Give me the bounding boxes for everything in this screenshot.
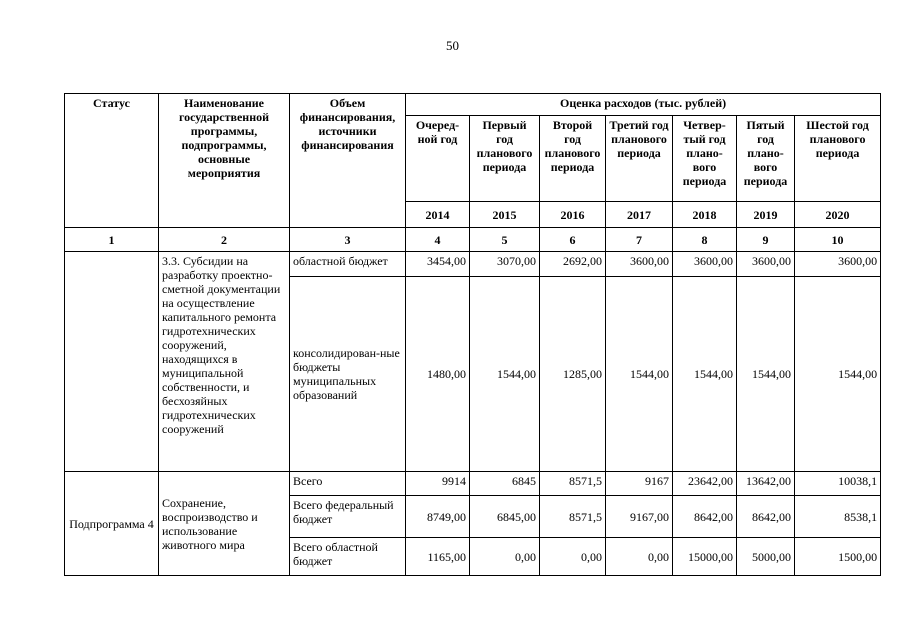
value-cell: 23642,00 — [673, 472, 737, 496]
source-cell: Всего — [290, 472, 406, 496]
value-cell: 9914 — [406, 472, 470, 496]
measure-name-cell: 3.3. Субсидии на разработку проектно-сметной документации на осуществление капитального ремонта гидротехнических сооружений, находящихся в муниципальной собственности, и бесхозяйных гидротехнических сооружений — [159, 252, 290, 472]
header-program-name: Наименование государственной программы, подпрограммы, основные мероприятия — [159, 94, 290, 228]
value-cell: 8749,00 — [406, 496, 470, 538]
value-cell: 1500,00 — [795, 538, 881, 576]
value-cell: 5000,00 — [737, 538, 795, 576]
header-period: Третий год планового периода — [606, 116, 673, 202]
value-cell: 15000,00 — [673, 538, 737, 576]
value-cell: 10038,1 — [795, 472, 881, 496]
value-cell: 3600,00 — [737, 252, 795, 277]
table-row — [65, 252, 881, 277]
source-cell: Всего федеральный бюджет — [290, 496, 406, 538]
value-cell: 0,00 — [540, 538, 606, 576]
header-year: 2019 — [737, 202, 795, 228]
value-cell: 1165,00 — [406, 538, 470, 576]
value-cell: 1544,00 — [737, 277, 795, 472]
status-cell — [65, 252, 159, 472]
page-number: 50 — [446, 38, 459, 53]
source-cell: Всего областной бюджет — [290, 538, 406, 576]
value-cell: 1285,00 — [540, 277, 606, 472]
value-cell: 3070,00 — [470, 252, 540, 277]
header-period: Четвер-тый год плано-вого периода — [673, 116, 737, 202]
header-year: 2018 — [673, 202, 737, 228]
column-number: 10 — [795, 228, 881, 252]
value-cell: 9167 — [606, 472, 673, 496]
value-cell: 0,00 — [606, 538, 673, 576]
column-number: 3 — [290, 228, 406, 252]
budget-table — [64, 93, 881, 576]
value-cell: 9167,00 — [606, 496, 673, 538]
value-cell: 1480,00 — [406, 277, 470, 472]
column-number: 9 — [737, 228, 795, 252]
value-cell: 1544,00 — [606, 277, 673, 472]
source-cell: консолидирован-ные бюджеты муниципальных образований — [290, 277, 406, 472]
subprogram-name-cell: Сохранение, воспроизводство и использование животного мира — [159, 472, 290, 576]
header-year: 2015 — [470, 202, 540, 228]
column-number: 2 — [159, 228, 290, 252]
value-cell: 1544,00 — [470, 277, 540, 472]
column-number: 7 — [606, 228, 673, 252]
value-cell: 8571,5 — [540, 472, 606, 496]
header-period: Пятый год плано-вого периода — [737, 116, 795, 202]
column-number: 8 — [673, 228, 737, 252]
value-cell: 3454,00 — [406, 252, 470, 277]
value-cell: 8642,00 — [737, 496, 795, 538]
value-cell: 3600,00 — [795, 252, 881, 277]
value-cell: 3600,00 — [606, 252, 673, 277]
value-cell: 13642,00 — [737, 472, 795, 496]
column-number: 4 — [406, 228, 470, 252]
subprogram-status-cell: Подпрограмма 4 — [65, 472, 159, 576]
value-cell: 6845 — [470, 472, 540, 496]
header-row-1 — [65, 94, 881, 116]
column-numbers-row — [65, 228, 881, 252]
header-status: Статус — [65, 94, 159, 228]
value-cell: 1544,00 — [673, 277, 737, 472]
header-period: Второй год планового периода — [540, 116, 606, 202]
table-row — [65, 472, 881, 496]
value-cell: 8571,5 — [540, 496, 606, 538]
value-cell: 1544,00 — [795, 277, 881, 472]
header-period: Первый год планового периода — [470, 116, 540, 202]
header-year: 2014 — [406, 202, 470, 228]
value-cell: 8642,00 — [673, 496, 737, 538]
column-number: 5 — [470, 228, 540, 252]
source-cell: областной бюджет — [290, 252, 406, 277]
value-cell: 8538,1 — [795, 496, 881, 538]
header-year: 2017 — [606, 202, 673, 228]
header-period: Очеред-ной год — [406, 116, 470, 202]
value-cell: 6845,00 — [470, 496, 540, 538]
header-year: 2020 — [795, 202, 881, 228]
column-number: 6 — [540, 228, 606, 252]
value-cell: 0,00 — [470, 538, 540, 576]
column-number: 1 — [65, 228, 159, 252]
header-period: Шестой год планового периода — [795, 116, 881, 202]
value-cell: 2692,00 — [540, 252, 606, 277]
header-financing: Объем финансирования, источники финансирования — [290, 94, 406, 228]
header-year: 2016 — [540, 202, 606, 228]
header-estimate: Оценка расходов (тыс. рублей) — [406, 94, 881, 116]
value-cell: 3600,00 — [673, 252, 737, 277]
